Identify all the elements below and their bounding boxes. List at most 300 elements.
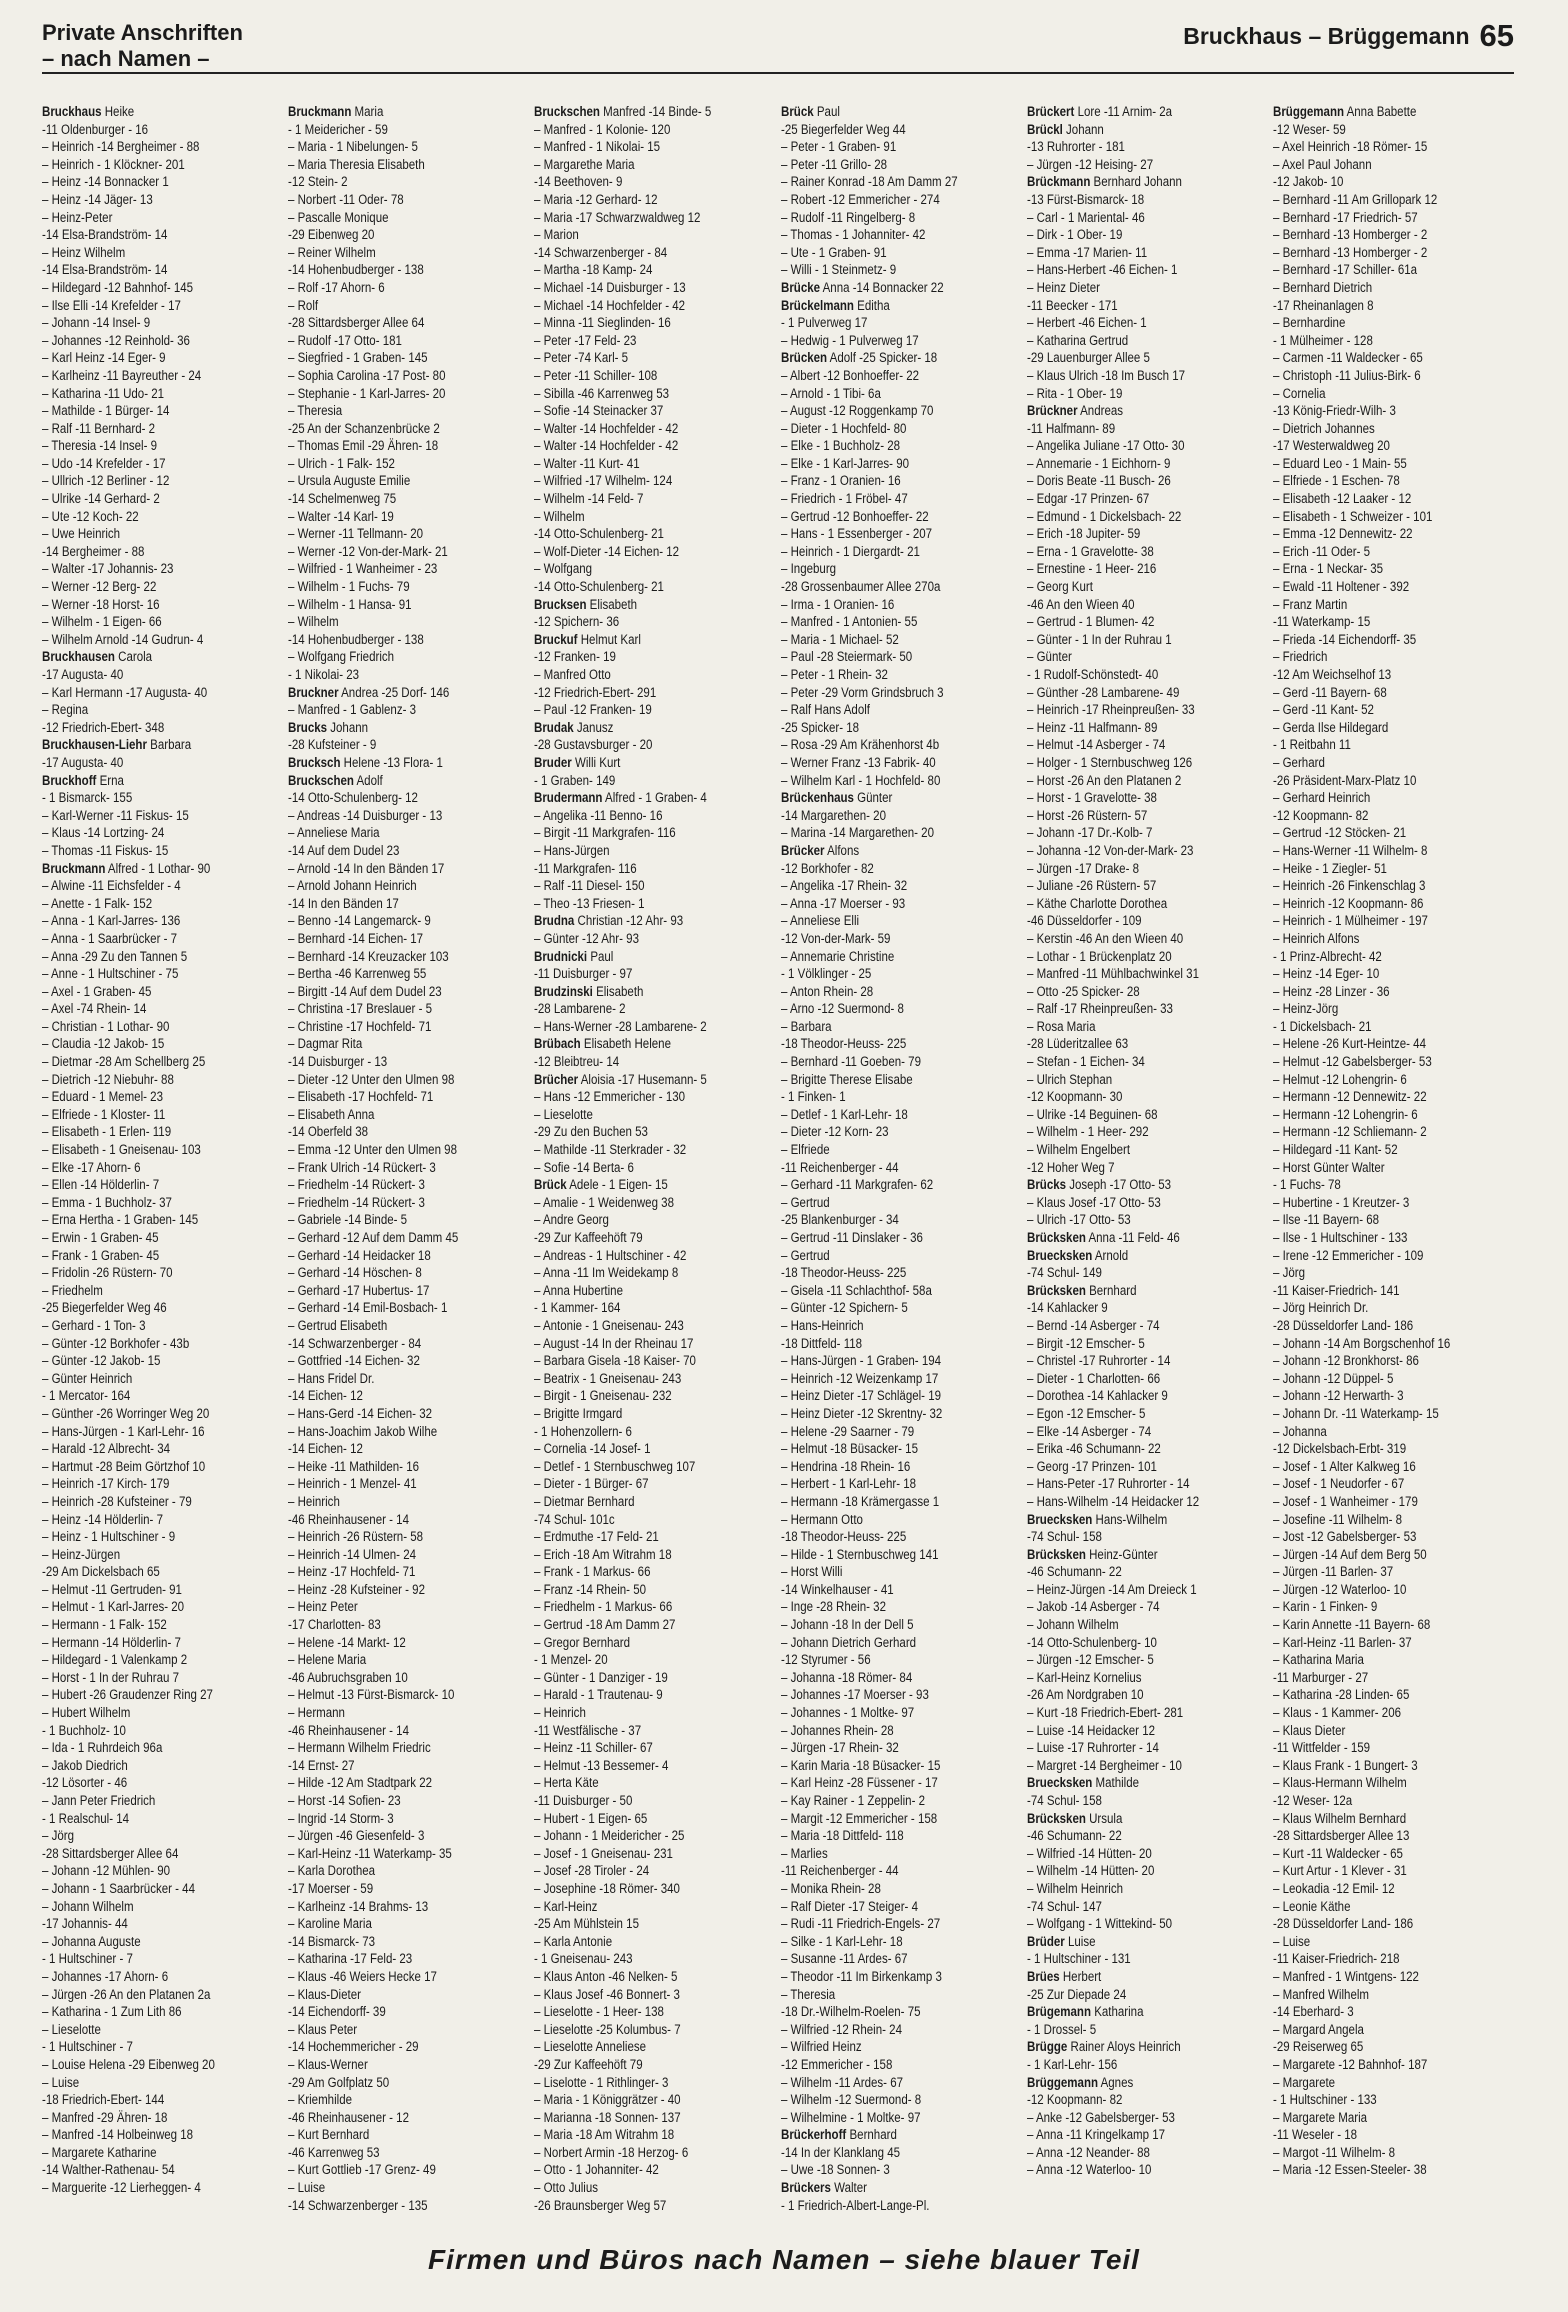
- directory-entry: – Friedhelm: [42, 1282, 103, 1298]
- entry-text: Erna: [96, 772, 124, 788]
- directory-entry: – Hermann Wilhelm Friedric: [288, 1740, 431, 1756]
- directory-entry: – Heinz-Jürgen: [42, 1546, 121, 1562]
- directory-entry: – Gisela -11 Schlachthof- 58a: [780, 1282, 932, 1298]
- directory-entry: -18 Theodor-Heuss- 225: [780, 1529, 906, 1545]
- directory-column-3: [534, 103, 741, 2225]
- directory-entry: -13 Fürst-Bismarck- 18: [1026, 191, 1144, 207]
- directory-entry: – Axel - 1 Graben- 45: [42, 983, 152, 999]
- directory-entry: – Gertrud: [780, 1247, 830, 1263]
- directory-entry: – Birgit - 1 Gneisenau- 232: [534, 1388, 672, 1404]
- directory-entry: – Johanna Auguste: [42, 1933, 141, 1949]
- directory-entry: – Anna -29 Zu den Tannen 5: [42, 948, 188, 964]
- directory-entry: -12 Weser- 12a: [1272, 1793, 1353, 1808]
- surname-entry: [42, 103, 249, 121]
- directory-entry: – Kurt -18 Friedrich-Ebert- 281: [1026, 1705, 1183, 1721]
- directory-entry: – Johann - 1 Meidericher - 25: [534, 1828, 685, 1844]
- directory-entry: -14 Oberfeld 38: [288, 1124, 369, 1140]
- directory-entry: – Angelika -11 Benno- 16: [534, 807, 663, 823]
- directory-entry: – Jann Peter Friedrich: [42, 1793, 156, 1808]
- directory-entry: -26 Präsident-Marx-Platz 10: [1272, 772, 1417, 788]
- directory-entry: – Johann Wilhelm: [1026, 1617, 1119, 1633]
- directory-entry: – Paul -12 Franken- 19: [534, 702, 653, 718]
- header-name-range: Bruckhaus – Brüggemann: [1183, 23, 1470, 49]
- directory-entry: – Horst Willi: [780, 1564, 842, 1580]
- surname-heading: Brücker: [780, 842, 825, 858]
- directory-entry: -28 Sittardsberger Allee 64: [42, 1845, 179, 1861]
- entry-text: Carola: [114, 649, 153, 665]
- directory-entry: – Hans-Werner -11 Wilhelm- 8: [1272, 842, 1428, 858]
- surname-heading: Brückers: [780, 2180, 831, 2196]
- directory-entry: -13 König-Friedr-Wilh- 3: [1272, 403, 1396, 419]
- directory-entry: – Sophia Carolina -17 Post- 80: [288, 367, 446, 383]
- directory-entry: – Heinz Peter: [288, 1599, 358, 1615]
- directory-entry: – Hubertine - 1 Kreutzer- 3: [1272, 1194, 1410, 1210]
- directory-entry: – Gerhard -14 Höschen- 8: [288, 1265, 422, 1281]
- directory-entry: – Hans -12 Emmericher - 130: [534, 1089, 686, 1105]
- directory-entry: – Carl - 1 Mariental- 46: [1026, 209, 1145, 225]
- directory-entry: – Heinrich - 1 Diergardt- 21: [780, 543, 920, 559]
- directory-entry: -14 Eichendorff- 39: [288, 2004, 386, 2020]
- directory-entry: – Horst -26 Rüstern- 57: [1026, 807, 1148, 823]
- directory-entry: - 1 Friedrich-Albert-Lange-Pl.: [780, 2197, 929, 2213]
- directory-entry: – Johann -14 Am Borgschenhof 16: [1272, 1335, 1451, 1351]
- directory-entry: – Josef - 1 Gneisenau- 231: [534, 1845, 674, 1861]
- directory-entry: – Jürgen -17 Drake- 8: [1026, 860, 1139, 876]
- surname-heading: Brudermann: [534, 790, 603, 806]
- surname-heading: Bruckner: [288, 684, 339, 700]
- entry-text: Joseph -17 Otto- 53: [1065, 1177, 1171, 1193]
- surname-entry: [534, 103, 741, 121]
- directory-entry: – Manfred - 1 Wintgens- 122: [1272, 1968, 1419, 1984]
- directory-entry: – Elfriede - 1 Eschen- 78: [1272, 473, 1400, 489]
- directory-entry: -12 Friedrich-Ebert- 291: [534, 684, 657, 700]
- directory-entry: – Irene -12 Emmericher - 109: [1272, 1247, 1424, 1263]
- directory-entry: – Heinz -14 Bonnacker 1: [42, 174, 169, 190]
- directory-entry: – Erna Hertha - 1 Graben- 145: [42, 1212, 199, 1228]
- directory-entry: -29 Zur Kaffeehöft 79: [534, 1230, 643, 1245]
- directory-entry: – Ulrich - 1 Falk- 152: [288, 455, 396, 471]
- directory-entry: – Theresia -14 Insel- 9: [42, 438, 158, 454]
- surname-heading: Brücke: [780, 279, 820, 295]
- directory-entry: – Heinrich -12 Koopmann- 86: [1272, 895, 1424, 911]
- directory-entry: – Günter -12 Ahr- 93: [534, 930, 640, 946]
- directory-entry: -12 Koopmann- 30: [1026, 1089, 1123, 1105]
- directory-entry: – Maria Theresia Elisabeth: [288, 156, 425, 172]
- directory-entry: – Johanna -12 Von-der-Mark- 23: [1026, 842, 1194, 858]
- directory-entry: – Emma -17 Marien- 11: [1026, 244, 1147, 260]
- directory-entry: -25 Zur Diepade 24: [1026, 1986, 1126, 2002]
- surname-entry: [1027, 2038, 1234, 2056]
- directory-entry: – Heinrich -12 Weizenkamp 17: [780, 1370, 938, 1386]
- directory-entry: – Manfred -11 Mühlbachwinkel 31: [1026, 966, 1199, 982]
- entry-text: Janusz: [574, 719, 614, 735]
- directory-entry: – Günter -12 Borkhofer - 43b: [42, 1335, 190, 1351]
- directory-entry: - 1 Fuchs- 78: [1272, 1177, 1341, 1193]
- directory-entry: – Klaus Wilhelm Bernhard: [1272, 1810, 1406, 1826]
- entry-text: Elisabeth: [586, 596, 638, 612]
- directory-entry: -18 Dittfeld- 118: [780, 1335, 862, 1351]
- directory-entry: – Gerda Ilse Hildegard: [1272, 719, 1389, 735]
- directory-entry: – Bernhard -17 Friedrich- 57: [1272, 209, 1418, 225]
- directory-entry: – Frieda -14 Eichendorff- 35: [1272, 631, 1417, 647]
- surname-heading: Bruder: [534, 754, 573, 770]
- directory-entry: -74 Schul- 158: [1026, 1529, 1102, 1545]
- directory-entry: – Margret -14 Bergheimer - 10: [1026, 1757, 1182, 1773]
- directory-entry: - 1 Hultschiner - 133: [1272, 2092, 1377, 2108]
- surname-heading: Brück: [780, 104, 814, 119]
- directory-entry: – Walter -11 Kurt- 41: [534, 455, 640, 471]
- directory-entry: -14 Schelmenweg 75: [288, 491, 397, 507]
- surname-entry: [42, 772, 249, 790]
- directory-entry: – Georg -17 Prinzen- 101: [1026, 1458, 1157, 1474]
- directory-entry: – Ilse -11 Bayern- 68: [1272, 1212, 1379, 1228]
- surname-heading: Brüder: [1026, 1933, 1065, 1949]
- directory-entry: – Margarete: [1272, 2074, 1335, 2090]
- directory-entry: – Harald - 1 Trautenau- 9: [534, 1687, 664, 1703]
- directory-entry: – Karl-Heinz Kornelius: [1026, 1669, 1142, 1685]
- directory-entry: – Ulrike -14 Beguinen- 68: [1026, 1106, 1158, 1122]
- directory-entry: – Dietmar Bernhard: [534, 1493, 635, 1509]
- directory-entry: – Lothar - 1 Brückenplatz 20: [1026, 948, 1172, 964]
- directory-entry: – Anna -17 Moerser - 93: [780, 895, 905, 911]
- directory-entry: - 1 Pulverweg 17: [780, 315, 867, 331]
- directory-entry: -12 Koopmann- 82: [1026, 2092, 1123, 2108]
- directory-entry: – Jürgen -17 Rhein- 32: [780, 1740, 899, 1756]
- directory-entry: – Johann -12 Bronkhorst- 86: [1272, 1353, 1419, 1369]
- directory-entry: -74 Schul- 158: [1026, 1793, 1102, 1808]
- directory-entry: - 1 Hultschiner - 131: [1026, 1951, 1131, 1967]
- directory-entry: - 1 Prinz-Albrecht- 42: [1272, 948, 1382, 964]
- directory-entry: – Wolfgang: [534, 561, 593, 577]
- directory-entry: – Anne - 1 Hultschiner - 75: [42, 966, 179, 982]
- directory-entry: – Erwin - 1 Graben- 45: [42, 1230, 159, 1245]
- directory-entry: – Louise Helena -29 Eibenweg 20: [42, 2056, 215, 2072]
- directory-entry: – Walter -17 Johannis- 23: [42, 561, 174, 577]
- directory-entry: – Michael -14 Duisburger - 13: [534, 279, 687, 295]
- directory-entry: – Hermann -12 Lohengrin- 6: [1272, 1106, 1418, 1122]
- directory-entry: -29 Am Golfplatz 50: [288, 2074, 390, 2090]
- surname-entry: [288, 684, 495, 702]
- directory-entry: – Maria -18 Am Witrahm 18: [534, 2127, 675, 2143]
- directory-entry: – Helene Maria: [288, 1652, 367, 1668]
- directory-entry: -11 Weseler - 18: [1272, 2127, 1357, 2143]
- directory-entry: -14 Eichen- 12: [288, 1388, 364, 1404]
- directory-entry: -13 Ruhrorter - 181: [1026, 139, 1125, 155]
- directory-entry: – Leonie Käthe: [1272, 1898, 1351, 1914]
- surname-entry: [1027, 402, 1234, 420]
- surname-heading: Brües: [1026, 1968, 1060, 1984]
- directory-entry: – Elfriede - 1 Kloster- 11: [42, 1106, 166, 1122]
- directory-entry: – Manfred Wilhelm: [1272, 1986, 1369, 2002]
- directory-entry: – Rainer Konrad -18 Am Damm 27: [780, 174, 958, 190]
- entry-text: Helmut Karl: [577, 631, 642, 647]
- directory-entry: – Heinz Dieter -17 Schlägel- 19: [780, 1388, 941, 1404]
- directory-entry: – Margarete -12 Bahnhof- 187: [1272, 2056, 1428, 2072]
- directory-entry: – Heinz -11 Schiller- 67: [534, 1740, 654, 1756]
- directory-entry: – Johann -17 Dr.-Kolb- 7: [1026, 825, 1153, 841]
- entry-text: Maria: [351, 104, 384, 119]
- directory-entry: – Johanna -18 Römer- 84: [780, 1669, 912, 1685]
- surname-heading: Brückenhaus: [780, 790, 854, 806]
- directory-entry: – Heinz Wilhelm: [42, 244, 126, 260]
- surname-heading: Brudna: [534, 913, 575, 929]
- directory-entry: – Margard Angela: [1272, 2021, 1364, 2037]
- surname-heading: Brücksken: [1026, 1230, 1086, 1245]
- directory-entry: – Axel -74 Rhein- 14: [42, 1001, 147, 1017]
- directory-entry: – Herbert -46 Eichen- 1: [1026, 315, 1147, 331]
- surname-entry: [781, 2126, 988, 2144]
- directory-entry: – Bernhard -11 Goeben- 79: [780, 1054, 921, 1070]
- directory-entry: – Helmut -11 Gertruden- 91: [42, 1581, 182, 1597]
- surname-heading: Brudak: [534, 719, 575, 735]
- surname-entry: [42, 736, 249, 754]
- running-header-right: [1183, 18, 1514, 53]
- directory-entry: -12 Hoher Weg 7: [1026, 1159, 1115, 1175]
- directory-entry: – Ralf -11 Diesel- 150: [534, 878, 645, 894]
- directory-entry: – Ilse - 1 Hultschiner - 133: [1272, 1230, 1408, 1245]
- directory-entry: – Wilhelm Engelbert: [1026, 1142, 1130, 1158]
- directory-entry: – Emma - 1 Buchholz- 37: [42, 1194, 172, 1210]
- surname-heading: Brucksch: [288, 754, 341, 770]
- directory-entry: – Jürgen -46 Giesenfeld- 3: [288, 1828, 425, 1844]
- directory-entry: -12 Stein- 2: [288, 174, 348, 190]
- directory-entry: – Gerhard: [1272, 754, 1325, 770]
- directory-entry: – Dagmar Rita: [288, 1036, 363, 1052]
- entry-text: Ursula: [1085, 1810, 1123, 1826]
- directory-entry: – Elisabeth Anna: [288, 1106, 375, 1122]
- directory-entry: – Alwine -11 Eichsfelder - 4: [42, 878, 181, 894]
- surname-heading: Brübach: [534, 1036, 582, 1052]
- directory-entry: – Erna - 1 Gravelotte- 38: [1026, 543, 1154, 559]
- page-number: 65: [1479, 18, 1514, 53]
- directory-entry: – Klaus Ulrich -18 Im Busch 17: [1026, 367, 1185, 383]
- entry-text: Bernhard Johann: [1090, 174, 1182, 190]
- directory-entry: -28 Grossenbaumer Allee 270a: [780, 579, 940, 595]
- directory-entry: – Lieselotte: [42, 2021, 101, 2037]
- directory-entry: -46 Düsseldorfer - 109: [1026, 913, 1142, 929]
- directory-entry: -14 Duisburger - 13: [288, 1054, 388, 1070]
- directory-entry: -12 Jakob- 10: [1272, 174, 1344, 190]
- directory-entry: -17 Moerser - 59: [288, 1880, 374, 1896]
- directory-entry: – Andre Georg: [534, 1212, 610, 1228]
- directory-column-6: [1273, 103, 1480, 2225]
- directory-entry: – Hildegard -11 Kant- 52: [1272, 1142, 1398, 1158]
- directory-entry: – Gertrud Elisabeth: [288, 1317, 388, 1333]
- directory-entry: – Günter Heinrich: [42, 1370, 133, 1386]
- directory-entry: – Christel -17 Ruhrorter - 14: [1026, 1353, 1171, 1369]
- directory-entry: – Jürgen -26 An den Platanen 2a: [42, 1986, 211, 2002]
- directory-entry: – Klaus Josef -17 Otto- 53: [1026, 1194, 1161, 1210]
- surname-heading: Bruckschen: [534, 104, 601, 119]
- directory-entry: -14 Hohenbudberger - 138: [288, 631, 424, 647]
- directory-entry: – Elisabeth -17 Hochfeld- 71: [288, 1089, 434, 1105]
- directory-entry: – Peter -74 Karl- 5: [534, 350, 629, 366]
- directory-entry: – Wilhelmine - 1 Moltke- 97: [780, 2109, 921, 2125]
- directory-entry: – Elfriede: [780, 1142, 830, 1158]
- directory-entry: – Peter -11 Grillo- 28: [780, 156, 887, 172]
- surname-entry: [781, 279, 988, 297]
- directory-entry: – Wolfgang Friedrich: [288, 649, 395, 665]
- directory-entry: -11 Oldenburger - 16: [42, 121, 149, 137]
- directory-entry: – Annemarie - 1 Eichhorn- 9: [1026, 455, 1171, 471]
- directory-entry: – Norbert Armin -18 Herzog- 6: [534, 2144, 689, 2160]
- directory-entry: – Peter -29 Vorm Grindsbruch 3: [780, 684, 944, 700]
- directory-entry: – Ralf Hans Adolf: [780, 702, 870, 718]
- directory-entry: – Heinz-Jürgen -14 Am Dreieck 1: [1026, 1581, 1197, 1597]
- entry-text: Barbara: [146, 737, 192, 753]
- directory-entry: -11 Waterkamp- 15: [1272, 614, 1371, 630]
- directory-entry: – Karla Antonie: [534, 1933, 613, 1949]
- directory-entry: – Gottfried -14 Eichen- 32: [288, 1353, 421, 1369]
- directory-entry: – Günter: [1026, 649, 1072, 665]
- directory-entry: – Horst -26 An den Platanen 2: [1026, 772, 1181, 788]
- directory-entry: – Herbert - 1 Karl-Lehr- 18: [780, 1476, 916, 1492]
- directory-entry: – Heinrich Alfons: [1272, 930, 1360, 946]
- directory-entry: -17 Augusta- 40: [42, 754, 124, 770]
- directory-entry: – Klaus -46 Weiers Hecke 17: [288, 1968, 438, 1984]
- entry-text: Andreas: [1077, 403, 1123, 419]
- directory-entry: – Helmut -13 Bessemer- 4: [534, 1757, 669, 1773]
- directory-entry: – Hans-Werner -28 Lambarene- 2: [534, 1018, 707, 1034]
- directory-entry: – Manfred Otto: [534, 667, 612, 682]
- directory-entry: -14 In den Bänden 17: [288, 895, 399, 911]
- directory-entry: – Maria -18 Dittfeld- 118: [780, 1828, 904, 1844]
- directory-entry: – Inge -28 Rhein- 32: [780, 1599, 886, 1615]
- directory-entry: - 1 Realschul- 14: [42, 1810, 130, 1826]
- directory-entry: – Hans-Heinrich: [780, 1317, 864, 1333]
- directory-entry: – Heinz -11 Halfmann- 89: [1026, 719, 1158, 735]
- directory-entry: – Wilhelm -12 Suermond- 8: [780, 2092, 921, 2108]
- directory-entry: – Peter -17 Feld- 23: [534, 332, 637, 348]
- directory-entry: – Katharina Gertrud: [1026, 332, 1128, 348]
- entry-text: Editha: [853, 297, 890, 313]
- directory-entry: – Werner -11 Tellmann- 20: [288, 526, 424, 542]
- directory-entry: – Hermann -18 Krämergasse 1: [780, 1493, 939, 1509]
- directory-entry: – Sibilla -46 Karrenweg 53: [534, 385, 670, 401]
- directory-entry: – Rita - 1 Ober- 19: [1026, 385, 1123, 401]
- directory-entry: – Monika Rhein- 28: [780, 1880, 881, 1896]
- directory-entry: – Wilfried -17 Wilhelm- 124: [534, 473, 673, 489]
- directory-entry: -25 An der Schanzenbrücke 2: [288, 420, 440, 436]
- directory-entry: – Johann Dietrich Gerhard: [780, 1634, 916, 1650]
- directory-entry: -12 Friedrich-Ebert- 348: [42, 719, 165, 735]
- directory-entry: – Georg Kurt: [1026, 579, 1093, 595]
- surname-entry: [1027, 173, 1234, 191]
- directory-entry: – Hubert -26 Graudenzer Ring 27: [42, 1687, 213, 1703]
- surname-heading: Brügge: [1026, 2039, 1067, 2055]
- directory-entry: – Gertrud - 1 Blumen- 42: [1026, 614, 1155, 630]
- directory-entry: -46 Karrenweg 53: [288, 2144, 380, 2160]
- directory-entry: -14 Bismarck- 73: [288, 1933, 376, 1949]
- directory-entry: -12 Weser- 59: [1272, 121, 1346, 137]
- directory-entry: – Lieselotte -25 Kolumbus- 7: [534, 2021, 681, 2037]
- directory-entry: – Hans-Jürgen: [534, 842, 610, 858]
- directory-entry: – Hermann - 1 Falk- 152: [42, 1617, 167, 1633]
- directory-entry: – Eduard - 1 Memel- 23: [42, 1089, 163, 1105]
- directory-entry: – Emma -12 Dennewitz- 22: [1272, 526, 1413, 542]
- directory-entry: – Bernhard -14 Kreuzacker 103: [288, 948, 449, 964]
- entry-text: Heike: [101, 104, 135, 119]
- surname-heading: Brucks: [288, 719, 328, 735]
- directory-entry: – Heinrich -26 Rüstern- 58: [288, 1529, 424, 1545]
- surname-heading: Brücks: [1026, 1177, 1066, 1193]
- directory-entry: – Erich -18 Am Witrahm 18: [534, 1546, 672, 1562]
- directory-entry: – Marlies: [780, 1845, 828, 1861]
- directory-entry: – Johann Wilhelm: [42, 1898, 134, 1914]
- surname-heading: Brücher: [534, 1071, 579, 1087]
- surname-entry: [1273, 103, 1480, 121]
- entry-text: Johann: [327, 719, 369, 735]
- directory-entry: – Friedrich - 1 Fröbel- 47: [780, 491, 908, 507]
- directory-entry: – Horst Günter Walter: [1272, 1159, 1385, 1175]
- entry-text: Adolf -25 Spicker- 18: [826, 350, 937, 366]
- directory-entry: – Katharina -28 Linden- 65: [1272, 1687, 1410, 1703]
- directory-entry: – Dietrich -12 Niebuhr- 88: [42, 1071, 174, 1087]
- directory-entry: – Johannes -17 Ahorn- 6: [42, 1968, 169, 1984]
- directory-entry: – August -12 Roggenkamp 70: [780, 403, 933, 419]
- directory-entry: – Heinz -14 Eger- 10: [1272, 966, 1380, 982]
- directory-entry: – Anna - 1 Saarbrücker - 7: [42, 930, 178, 946]
- directory-entry: – Josef - 1 Alter Kalkweg 16: [1272, 1458, 1416, 1474]
- directory-entry: – Detlef - 1 Karl-Lehr- 18: [780, 1106, 908, 1122]
- directory-entry: – Franz Martin: [1272, 596, 1348, 612]
- directory-entry: – Luise: [1272, 1933, 1311, 1949]
- directory-entry: – Thomas -11 Fiskus- 15: [42, 842, 169, 858]
- directory-entry: – Katharina -17 Feld- 23: [288, 1951, 413, 1967]
- directory-entry: – Jürgen -11 Barlen- 37: [1272, 1564, 1394, 1580]
- surname-entry: [534, 983, 741, 1001]
- directory-entry: – Anneliese Maria: [288, 825, 380, 841]
- entry-text: Agnes: [1097, 2074, 1133, 2090]
- directory-entry: – Franz -14 Rhein- 50: [534, 1581, 647, 1597]
- directory-entry: – Elisabeth - 1 Erlen- 119: [42, 1124, 172, 1140]
- directory-entry: – Horst -14 Sofien- 23: [288, 1793, 401, 1808]
- directory-entry: – Klaus Josef -46 Bonnert- 3: [534, 1986, 681, 2002]
- entry-text: Bernhard: [845, 2127, 897, 2143]
- surname-heading: Bruckhoff: [42, 772, 97, 788]
- entry-text: Mathilde: [1091, 1775, 1139, 1791]
- directory-entry: -14 In der Klanklang 45: [780, 2144, 900, 2160]
- surname-entry: [42, 860, 249, 878]
- directory-entry: – Hermann: [288, 1705, 346, 1721]
- directory-entry: – Ellen -14 Hölderlin- 7: [42, 1177, 160, 1193]
- directory-entry: – Karoline Maria: [288, 1916, 373, 1932]
- directory-entry: – Kurt Gottlieb -17 Grenz- 49: [288, 2162, 437, 2178]
- directory-entry: – Günter - 1 Danziger - 19: [534, 1669, 669, 1685]
- directory-entry: – Hans-Wilhelm -14 Heidacker 12: [1026, 1493, 1199, 1509]
- directory-entry: – Hans-Jürgen - 1 Graben- 194: [780, 1353, 941, 1369]
- directory-entry: – Sofie -14 Berta- 6: [534, 1159, 635, 1175]
- directory-entry: – Heinrich - 1 Klöckner- 201: [42, 156, 185, 172]
- directory-entry: – Egon -12 Emscher- 5: [1026, 1405, 1146, 1421]
- directory-entry: – Heinz -28 Linzer - 36: [1272, 983, 1390, 999]
- surname-entry: [1027, 1774, 1234, 1792]
- directory-entry: – Walter -14 Hochfelder - 42: [534, 420, 679, 436]
- directory-entry: – Wilhelm: [534, 508, 585, 524]
- directory-entry: – Hans-Herbert -46 Eichen- 1: [1026, 262, 1178, 278]
- directory-entry: – Bernhard -11 Am Grillopark 12: [1272, 191, 1438, 207]
- directory-entry: – Walter -14 Karl- 19: [288, 508, 394, 524]
- directory-entry: – Bernd -14 Asberger - 74: [1026, 1317, 1160, 1333]
- surname-heading: Brücksken: [1026, 1810, 1086, 1826]
- directory-entry: – Gerhard -11 Markgrafen- 62: [780, 1177, 933, 1193]
- directory-entry: – Gertrud -11 Dinslaker - 36: [780, 1230, 923, 1245]
- directory-entry: -46 Rheinhausener - 12: [288, 2109, 410, 2125]
- directory-entry: – Hilde - 1 Sternbuschweg 141: [780, 1546, 939, 1562]
- directory-entry: – Harald -12 Albrecht- 34: [42, 1441, 171, 1457]
- directory-entry: -11 Kaiser-Friedrich- 141: [1272, 1282, 1400, 1298]
- entry-text: Anna -14 Bonnacker 22: [819, 279, 944, 295]
